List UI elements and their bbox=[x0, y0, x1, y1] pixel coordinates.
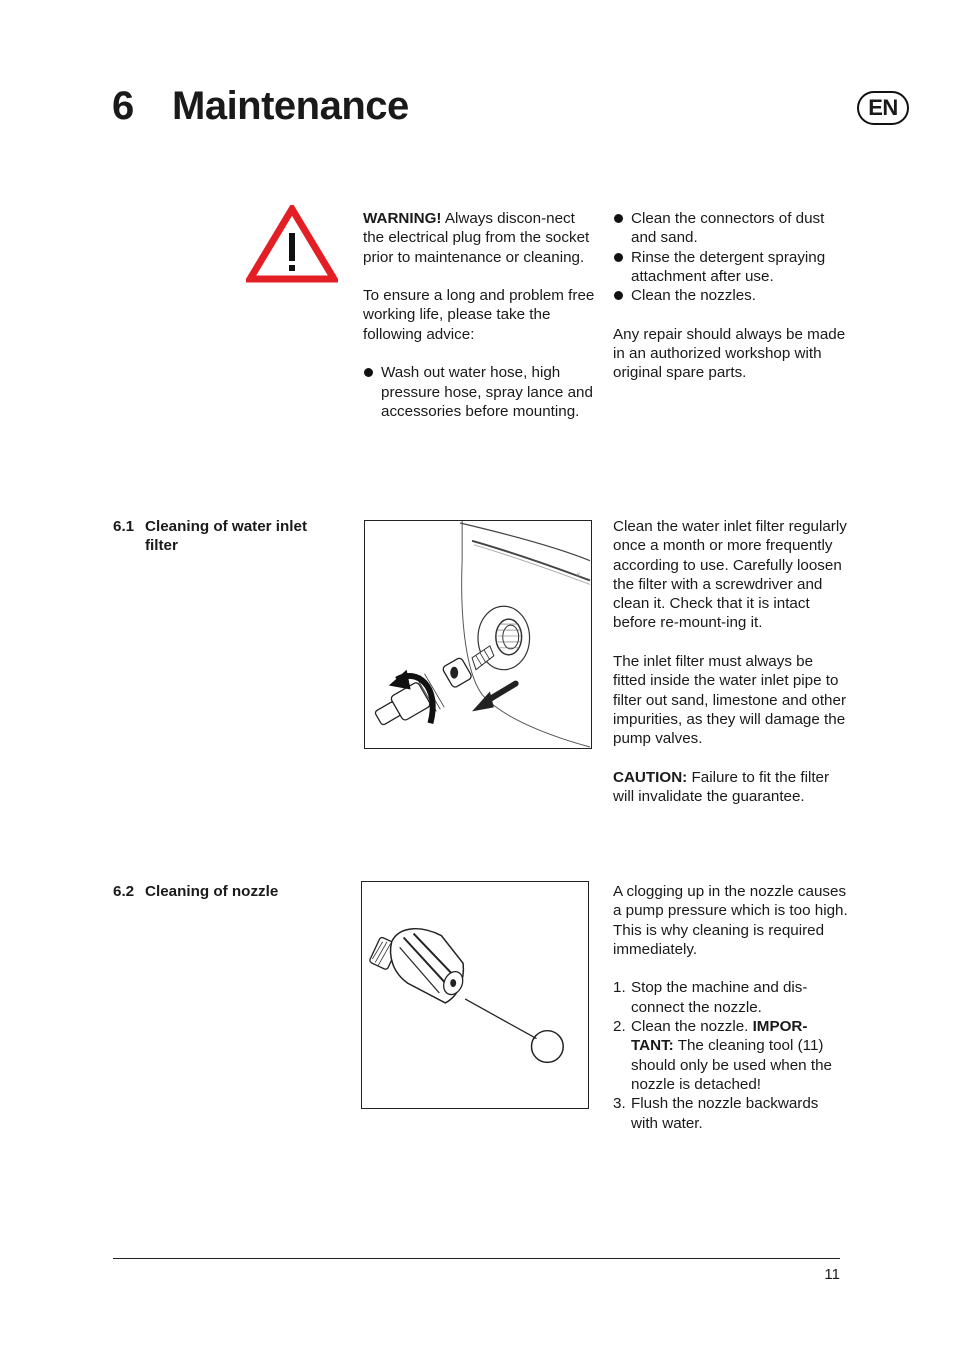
section-number: 6.2 bbox=[113, 883, 135, 900]
important-label: IMPOR-TANT: bbox=[631, 1018, 808, 1055]
warning-paragraph bbox=[363, 209, 595, 267]
list-item bbox=[613, 1094, 849, 1133]
list-item bbox=[613, 286, 853, 305]
chapter-number: 6 bbox=[112, 84, 134, 128]
list-item bbox=[363, 363, 595, 421]
step-text: Flush the nozzle backwards with water. bbox=[631, 1095, 819, 1132]
section-title: Cleaning of water inlet filter bbox=[145, 518, 308, 555]
inlet-filter-illustration bbox=[364, 520, 592, 749]
advice-list bbox=[363, 363, 595, 421]
nozzle-illustration bbox=[361, 881, 589, 1109]
section-heading-6-1 bbox=[113, 517, 333, 556]
nozzle-intro: A clogging up in the nozzle causes a pump pressure which is too high. This is why cleaning is required immediately. bbox=[613, 883, 848, 958]
section-number: 6.1 bbox=[113, 518, 135, 535]
list-item bbox=[613, 248, 853, 287]
nozzle-steps bbox=[613, 978, 849, 1132]
footer-divider bbox=[113, 1258, 840, 1259]
step-number: 2. bbox=[613, 1018, 626, 1036]
step-number: 1. bbox=[613, 979, 626, 997]
step-text: Clean the nozzle. bbox=[631, 1018, 753, 1036]
list-item-text: Rinse the detergent spraying attachment after use. bbox=[631, 248, 826, 285]
warning-label: WARNING! bbox=[363, 210, 442, 227]
filter-instruction: Clean the water inlet filter regularly once a month or more frequently according to use. Carefully loosen the filter with a screwdriver and clean it. Check that it is intact before re-mount-ing it. bbox=[613, 518, 847, 632]
section-heading-6-2 bbox=[113, 882, 333, 901]
section-title: Cleaning of nozzle bbox=[145, 883, 279, 900]
chapter-title: Maintenance bbox=[172, 84, 409, 128]
bullet-icon bbox=[614, 253, 623, 262]
caution-label: CAUTION: bbox=[613, 768, 688, 786]
advice-intro: To ensure a long and problem free working life, please take the following advice: bbox=[363, 287, 595, 343]
advice-list-continued bbox=[613, 209, 853, 305]
list-item bbox=[613, 978, 849, 1017]
list-item bbox=[613, 1017, 849, 1094]
section-6-2-body bbox=[613, 882, 849, 1133]
list-item-text: Wash out water hose, high pressure hose, spray lance and accessories before mounting. bbox=[381, 364, 593, 420]
page-number: 11 bbox=[824, 1266, 840, 1283]
warning-triangle-icon bbox=[246, 205, 338, 283]
step-text: Stop the machine and dis-connect the nozzle. bbox=[631, 979, 808, 1016]
list-item bbox=[613, 209, 853, 248]
step-text: The cleaning tool (11) should only be used when the nozzle is detached! bbox=[631, 1037, 832, 1093]
warning-column bbox=[363, 209, 595, 421]
bullet-icon bbox=[614, 214, 623, 223]
caution-paragraph bbox=[613, 768, 849, 807]
bullet-icon bbox=[614, 291, 623, 300]
list-item-text: Clean the nozzles. bbox=[631, 287, 756, 305]
step-number: 3. bbox=[613, 1095, 626, 1113]
section-6-1-body bbox=[613, 517, 849, 826]
svg-text:K: K bbox=[577, 572, 581, 579]
language-badge: EN bbox=[857, 91, 909, 125]
caution-text: Failure to fit the filter will invalidate the guarantee. bbox=[613, 768, 830, 806]
advice-column bbox=[613, 209, 853, 402]
warning-text: Always discon-nect the electrical plug from the socket prior to maintenance or cleaning. bbox=[363, 210, 590, 266]
list-item-text: Clean the connectors of dust and sand. bbox=[631, 210, 825, 247]
repair-note: Any repair should always be made in an authorized workshop with original spare parts. bbox=[613, 325, 846, 382]
bullet-icon bbox=[364, 368, 373, 377]
filter-note: The inlet filter must always be fitted inside the water inlet pipe to filter out sand, limestone and other impurities, as they will damage the pump valves. bbox=[613, 653, 847, 748]
